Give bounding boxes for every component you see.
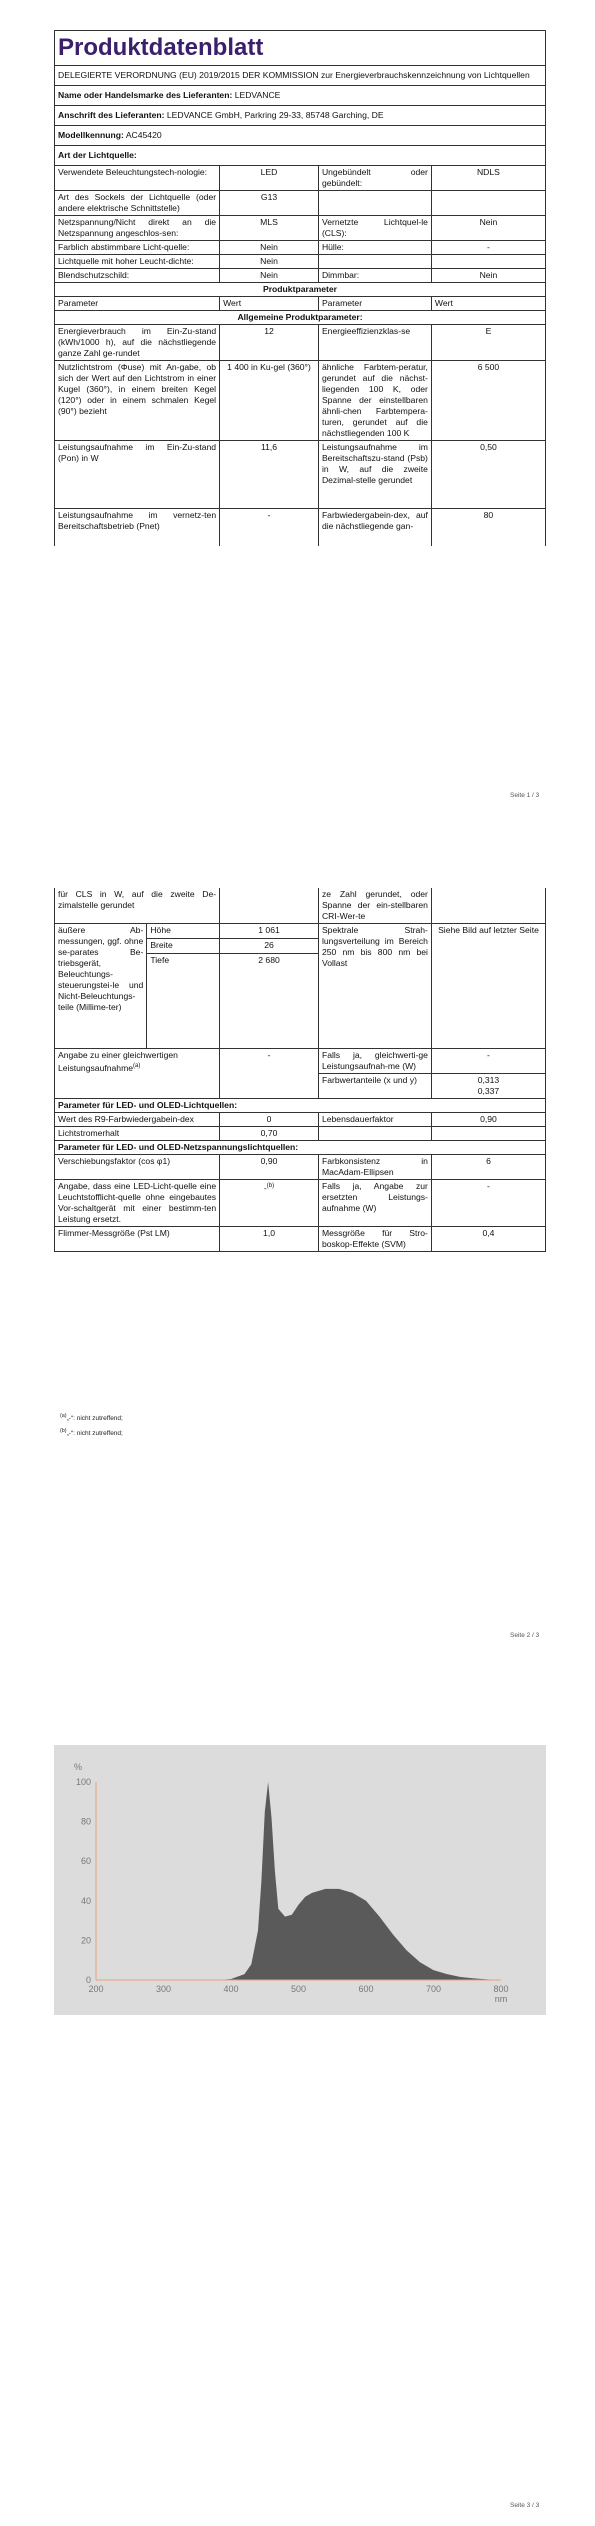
spectrum-area: [218, 1782, 502, 1980]
section-header-general: Allgemeine Produktparameter:: [55, 311, 546, 325]
table-row: Verschiebungsfaktor (cos φ1) 0,90 Farbkonsistenz in MacAdam-Ellipsen 6: [55, 1155, 546, 1180]
y-axis-label: %: [74, 1762, 83, 1772]
table-row: Art des Sockels der Lichtquelle (oder andere elektrische Schnittstelle) G13: [55, 191, 546, 216]
table-row: Farbwertanteile (x und y) 0,313 0,337: [55, 1074, 546, 1099]
x-tick-label: 200: [88, 1984, 104, 1994]
x-tick-label: 400: [223, 1984, 239, 1994]
page-1: [0, 0, 595, 800]
footnote-a: $^{(a)}$„-“: nicht zutreffend;: [60, 1413, 123, 1423]
table-row: Energieverbrauch im Ein-Zu-stand (kWh/1000 h), auf die nächstliegende ganze Zahl ge-rundet 12 Energieeffizienzklas-se E: [55, 325, 546, 361]
address-row: Anschrift des Lieferanten: LEDVANCE GmbH, Parkring 29-33, 85748 Garching, DE: [55, 106, 546, 126]
datasheet-table-page2: [54, 888, 546, 1252]
model-row: Modellkennung: AC45420: [55, 126, 546, 146]
datasheet-table-page1: [54, 30, 546, 546]
table-row: für CLS in W, auf die zweite De-zimalstelle gerundet ze Zahl gerundet, oder Spanne der ein-stellbaren CRI-Wer-te: [55, 888, 546, 924]
page-number: Seite 2 / 3: [510, 1632, 540, 1639]
section-header-mains: Parameter für LED- und OLED-Netzspannungslichtquellen:: [55, 1141, 546, 1155]
spectral-chart: [54, 1745, 546, 2015]
supplier-row: Name oder Handelsmarke des Lieferanten: LEDVANCE: [55, 86, 546, 106]
y-tick-label: 100: [75, 1777, 91, 1787]
equivalent-power-label: Angabe zu einer gleichwertigen Leistungsaufnahme$^{(a)}$: [55, 1049, 220, 1099]
table-row: Lichtquelle mit hoher Leucht-dichte: Nein: [55, 255, 546, 269]
page-3: [0, 1690, 595, 2526]
y-tick-label: 60: [80, 1856, 91, 1867]
table-row: Leistungsaufnahme im Ein-Zu-stand (Pon) in W 11,6 Leistungsaufnahme im Bereitschaftszu-stand (Psb) in W, auf die zweite Dezimal-stelle gerundet 0,50: [55, 441, 546, 509]
section-header-led: Parameter für LED- und OLED-Lichtquellen:: [55, 1099, 546, 1113]
x-tick-label: 600: [358, 1984, 374, 1994]
table-row: Flimmer-Messgröße (Pst LM) 1,0 Messgröße für Stro-boskop-Effekte (SVM) 0,4: [55, 1227, 546, 1252]
table-row: Angabe, dass eine LED-Licht-quelle eine Leuchtstofflicht-quelle ohne eingebautes Vor-schaltgerät mit einer bestimm-ten Leistung ersetzt. -$^{(b)}$ Falls ja, Angabe zur ersetzten Leistungs-aufnahme (W) -: [55, 1180, 546, 1227]
replacement-value: -$^{(b)}$: [220, 1180, 319, 1227]
section-header-params: Produktparameter: [55, 283, 546, 297]
table-row: Verwendete Beleuchtungstech-nologie: LED Ungebündelt oder gebündelt: NDLS: [55, 166, 546, 191]
table-row: Leistungsaufnahme im vernetz-ten Bereitschaftsbetrieb (Pnet) - Farbwiedergabein-dex, auf die nächstliegende gan- 80: [55, 509, 546, 546]
footnote-b: $^{(b)}$„-“: nicht zutreffend;: [60, 1428, 123, 1438]
table-row: Netzspannung/Nicht direkt an die Netzspannung angeschlos-sen: MLS Vernetzte Lichtquel-le (CLS): Nein: [55, 216, 546, 241]
table-row: Breite 26: [55, 939, 546, 954]
page-title: Produktdatenblatt: [55, 31, 546, 66]
table-row: Angabe zu einer gleichwertigen Leistungsaufnahme$^{(a)}$ - Falls ja, gleichwerti-ge Leistungsaufnah-me (W) -: [55, 1049, 546, 1074]
dimensions-row: äußere Ab-messungen, ggf. ohne se-parates Be-triebsgerät, Beleuchtungs-steuerungstei-le und Nicht-Beleuchtungs-teile (Millime-ter) Höhe 1 061 Spektrale Strah-lungsverteilung im Bereich 250 nm bis 800 nm bei Vollast Siehe Bild auf letzter Seite: [55, 924, 546, 939]
table-row: Blendschutzschild: Nein Dimmbar: Nein: [55, 269, 546, 283]
regulation-text: DELEGIERTE VERORDNUNG (EU) 2019/2015 DER KOMMISSION zur Energieverbrauchskennzeichnung von Lichtquellen: [55, 66, 546, 86]
x-tick-label: 800: [493, 1984, 509, 1994]
y-tick-label: 20: [80, 1935, 91, 1946]
y-tick-label: 0: [85, 1975, 91, 1985]
page-number: Seite 1 / 3: [510, 792, 540, 799]
table-row: Lichtstromerhalt 0,70: [55, 1127, 546, 1141]
table-row: Wert des R9-Farbwiedergabein-dex 0 Lebensdauerfaktor 0,90: [55, 1113, 546, 1127]
table-row: Nutzlichtstrom (Φuse) mit An-gabe, ob sich der Wert auf den Lichtstrom in einer Kugel (360°), in einem breiten Kegel (120°) oder in einem schmalen Kegel (90°) bezieht 1 400 in Ku-gel (360°) ähnliche Farbtem-peratur, gerundet auf die nächst-liegenden 100 K, oder Spanne der einstellbaren ähnli-chen Farbtempera-turen, gerundet auf die nächstliegenden 100 K 6 500: [55, 361, 546, 441]
y-tick-label: 40: [80, 1895, 91, 1906]
page-2: [0, 860, 595, 1660]
x-tick-label: 700: [425, 1984, 442, 1994]
x-axis-label: nm: [494, 1994, 508, 2004]
y-tick-label: 80: [80, 1816, 91, 1827]
x-tick-label: 500: [290, 1984, 307, 1994]
page-number: Seite 3 / 3: [510, 2502, 540, 2509]
x-tick-label: 300: [155, 1984, 172, 1994]
column-header-row: Parameter Wert Parameter Wert: [55, 297, 546, 311]
table-row: Farblich abstimmbare Licht-quelle: Nein Hülle: -: [55, 241, 546, 255]
spectral-chart-svg: [54, 1745, 546, 2015]
section-header-type: Art der Lichtquelle:: [55, 146, 546, 166]
table-row: Tiefe 2 680: [55, 954, 546, 1049]
